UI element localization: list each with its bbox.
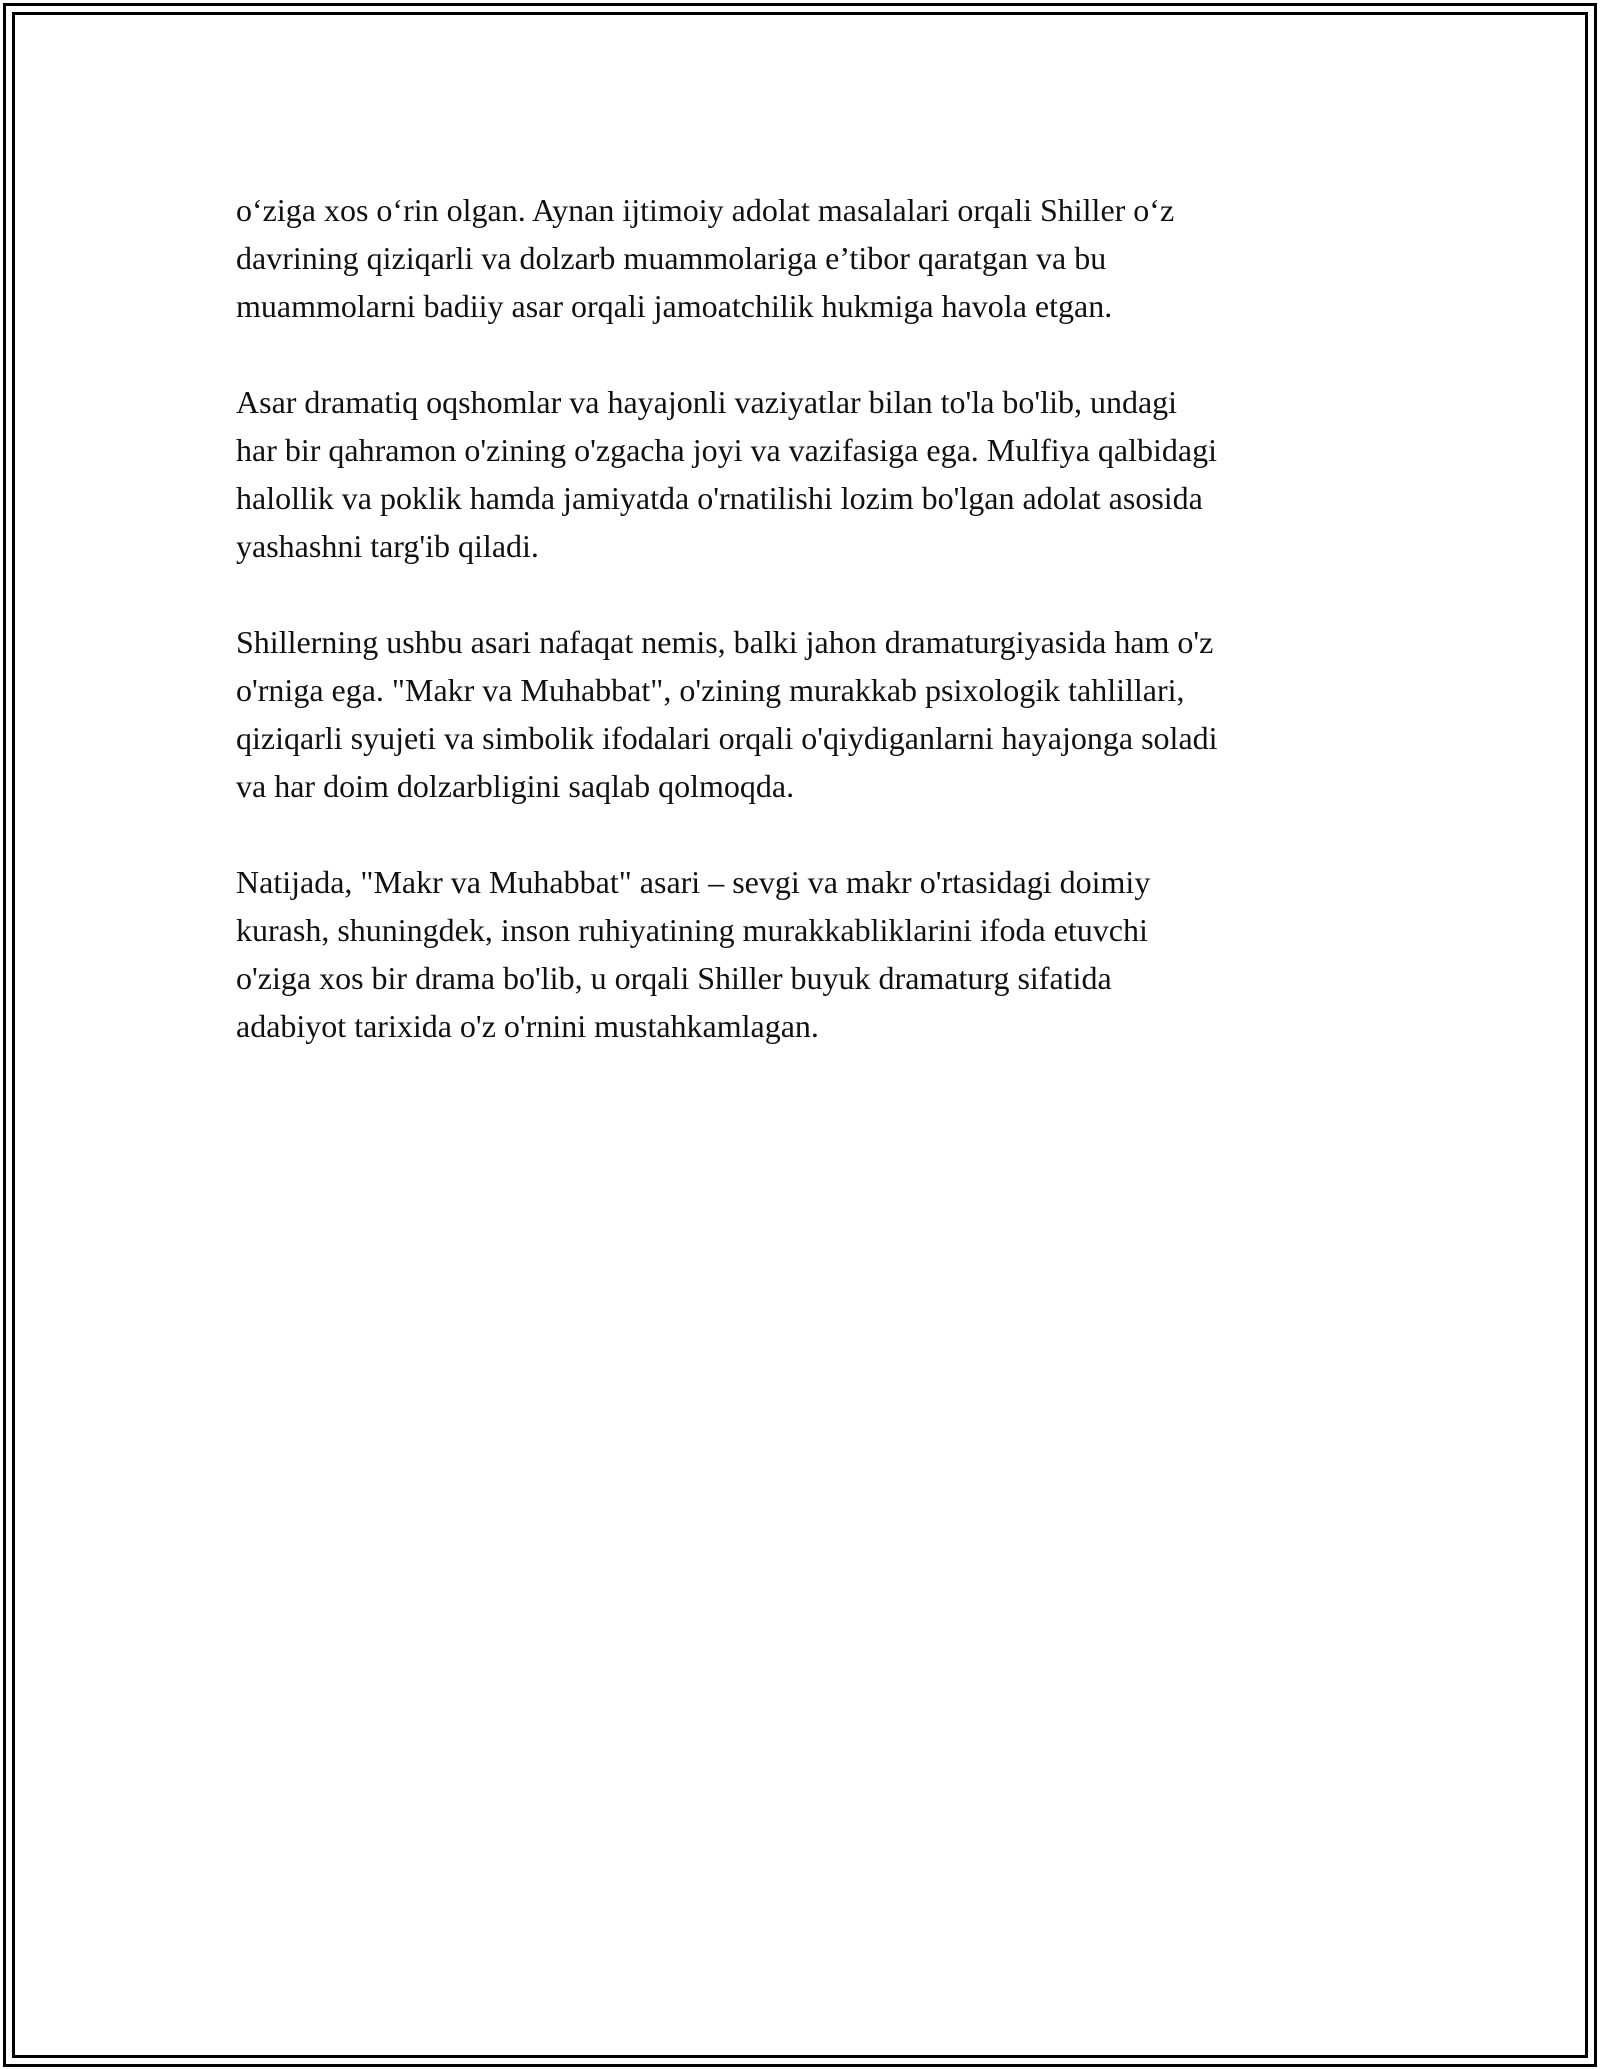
paragraph-line: o‘ziga xos o‘rin olgan. Aynan ijtimoiy adolat masalalari orqali Shiller o‘z	[236, 192, 1175, 228]
paragraph-line: Shillerning ushbu asari nafaqat nemis, balki jahon dramaturgiyasida ham o'z	[236, 624, 1214, 660]
paragraph-line: halollik va poklik hamda jamiyatda o'rnatilishi lozim bo'lgan adolat asosida	[236, 480, 1203, 516]
paragraph-line: kurash, shuningdek, inson ruhiyatining murakkabliklarini ifoda etuvchi	[236, 912, 1148, 948]
paragraph-4	[236, 858, 1396, 1050]
paragraph-line: muammolarni badiiy asar orqali jamoatchilik hukmiga havola etgan.	[236, 288, 1113, 324]
paragraph-line: Asar dramatiq oqshomlar va hayajonli vaziyatlar bilan to'la bo'lib, undagi	[236, 384, 1178, 420]
paragraph-line: davrining qiziqarli va dolzarb muammolariga e’tibor qaratgan va bu	[236, 240, 1107, 276]
paragraph-line: va har doim dolzarbligini saqlab qolmoqda.	[236, 768, 795, 804]
paragraph-line: o'rniga ega. "Makr va Muhabbat", o'zining murakkab psixologik tahlillari,	[236, 672, 1185, 708]
paragraph-line: qiziqarli syujeti va simbolik ifodalari orqali o'qiydiganlarni hayajonga soladi	[236, 720, 1218, 756]
paragraph-line: har bir qahramon o'zining o'zgacha joyi va vazifasiga ega. Mulfiya qalbidagi	[236, 432, 1217, 468]
paragraph-2	[236, 378, 1396, 570]
paragraph-line: adabiyot tarixida o'z o'rnini mustahkamlagan.	[236, 1008, 819, 1044]
paragraph-1	[236, 186, 1396, 330]
paragraph-line: Natijada, "Makr va Muhabbat" asari – sevgi va makr o'rtasidagi doimiy	[236, 864, 1151, 900]
paragraph-line: o'ziga xos bir drama bo'lib, u orqali Shiller buyuk dramaturg sifatida	[236, 960, 1112, 996]
paragraph-line: yashashni targ'ib qiladi.	[236, 528, 539, 564]
paragraph-3	[236, 618, 1396, 810]
document-body	[236, 186, 1396, 1098]
